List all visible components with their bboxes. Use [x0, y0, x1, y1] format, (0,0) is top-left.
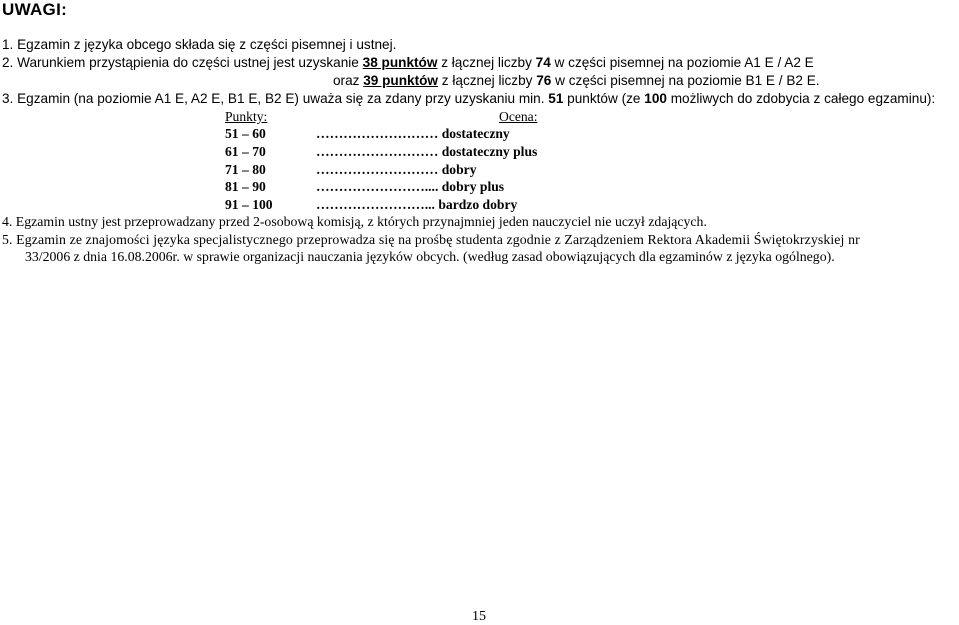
dot-leader: ……………………… [316, 162, 442, 177]
grade-row-value [316, 162, 477, 178]
page-heading: UWAGI: [2, 0, 68, 19]
grade-name: bardzo dobry [438, 197, 518, 212]
grade-name: dostateczny plus [441, 144, 538, 159]
points-header: Punkty: [225, 109, 268, 124]
grade-row-value [316, 179, 504, 195]
note-3-text: możliwych do zdobycia z całego egzaminu): [666, 91, 936, 106]
dot-leader: ……………………… [316, 144, 442, 159]
note-3-text: 3. Egzamin (na poziomie A1 E, A2 E, B1 E, B2 E) uważa się za zdany przy uzyskaniu min. [2, 91, 549, 106]
grade-name: dobry [441, 162, 477, 177]
dot-leader: ……………………... [316, 197, 439, 212]
grade-name: dostateczny [441, 126, 510, 141]
note-2-text: z łącznej liczby [438, 73, 537, 88]
note-2-line-1 [2, 54, 814, 71]
note-2-total-a: 74 [535, 55, 551, 70]
grade-row-range: 71 – 80 [225, 162, 266, 177]
page-number: 15 [472, 609, 486, 624]
note-2-text: w części pisemnej na poziomie A1 E / A2 E [550, 55, 814, 70]
grade-row-value [316, 197, 517, 213]
note-2-threshold-a: 38 punktów [362, 55, 438, 70]
note-3-min-points: 51 [548, 91, 564, 106]
note-1: 1. Egzamin z języka obcego składa się z części pisemnej i ustnej. [2, 37, 397, 52]
dot-leader: …………………….... [316, 179, 442, 194]
grade-row-range: 91 – 100 [225, 197, 273, 212]
note-2-threshold-b: 39 punktów [363, 73, 439, 88]
grade-row-value [316, 144, 537, 160]
note-4: 4. Egzamin ustny jest przeprowadzany przed 2-osobową komisją, z których przynajmniej jeden nauczyciel nie uczył zdających. [2, 214, 707, 229]
note-3-max-points: 100 [644, 91, 667, 106]
grade-row-range: 61 – 70 [225, 144, 266, 159]
grade-row-range: 81 – 90 [225, 179, 266, 194]
note-5-line-1: 5. Egzamin ze znajomości języka specjalistycznego przeprowadza się na prośbę studenta zgodnie z Zarządzeniem Rektora Akademii Świętokrzyskiej nr [2, 232, 860, 247]
note-2-text: 2. Warunkiem przystąpienia do części ustnej jest uzyskanie [2, 55, 363, 70]
note-3 [2, 90, 935, 107]
note-2-text: oraz [333, 73, 364, 88]
grade-row-value [316, 126, 510, 142]
note-3-text: punktów (ze [563, 91, 645, 106]
note-2-total-b: 76 [536, 73, 552, 88]
note-2-text: w części pisemnej na poziomie B1 E / B2 E. [551, 73, 820, 88]
grade-header: Ocena: [499, 109, 538, 124]
grade-name: dobry plus [441, 179, 505, 194]
note-2-text: z łącznej liczby [437, 55, 536, 70]
grade-row-range: 51 – 60 [225, 126, 266, 141]
note-2-line-2 [333, 72, 820, 89]
note-5-line-2: 33/2006 z dnia 16.08.2006r. w sprawie organizacji nauczania języków obcych. (według zasad obowiązujących dla egzaminów z języka ogólnego). [25, 249, 835, 264]
dot-leader: ……………………… [316, 126, 442, 141]
